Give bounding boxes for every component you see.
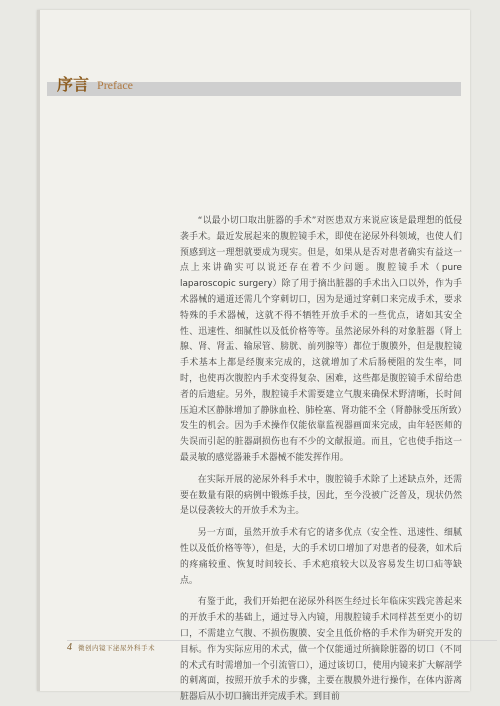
paragraph: 另一方面，虽然开放手术有它的诸多优点（安全性、迅速性、细腻性以及低价格等等），但是，大的手术切口增加了对患者的侵袭，如术后的疼痛较重、恢复时间较长、手术疤痕较大以及容易发生切口疝等缺点。 <box>180 528 462 586</box>
paragraph: 有鉴于此，我们开始把在泌尿外科医生经过长年临床实践完善起来的开放手术的基础上，通过导入内镜，用腹腔镜手术同样甚至更小的切口，不需建立气腹、不损伤腹膜、安全且低价格的手术作为研究开发的目标。作为实际应用的术式，做一个仅能通过所摘除脏器的切口（不同的术式有时需增加一个引流管口），通过该切口，使用内镜来扩大解剖学的刺离面，按照开放手术的步骤，主要在腹膜外进行操作，在体内游离脏器后从小切口摘出并完成手术。到目前 <box>180 597 462 703</box>
running-book-title: 微创内镜下泌尿外科手术 <box>78 643 155 652</box>
chapter-header <box>57 76 133 94</box>
paragraph: “以最小切口取出脏器的手术”对医患双方来说应该是最理想的低侵袭手术。最近发展起来的腹腔镜手术，即使在泌尿外科领域，也使人们预感到这一理想就要成为现实。但是，如果从是否对患者确实有益这一点上来讲确实可以说还存在着不少问题。腹腔镜手术（pure laparoscopic surgery）除了用于摘出脏器的手术出入口以外，作为手术器械的通道还需几个穿刺切口，因为是通过穿刺口来完成手术，要求特殊的手术器械，这就不得不牺牲开放手术的一些优点，诸如其安全性、迅速性、细腻性以及低价格等等。虽然泌尿外科的对象脏器（肾上腺、肾、肾盂、输尿管、膀胱、前列腺等）都位于腹膜外，但是腹腔镜手术基本上都是经腹来完成的，这就增加了术后肠梗阻的发生率，同时，也使再次腹腔内手术变得复杂、困难，这些都是腹腔镜手术留给患者的后遗症。另外，腹腔镜手术需要建立气腹来确保术野清晰，长时间压迫术区静脉增加了静脉血栓、肺栓塞、肾功能不全（肾静脉受压所致）发生的机会。因为手术操作仅能依靠监视器画面来完成，由年轻医师的失误而引起的脏器副损伤也有不少的文献报道。而且，它也使手指这一最灵敏的感觉器兼手术器械不能发挥作用。 <box>180 216 462 463</box>
page-footer <box>67 640 467 654</box>
chapter-title-zh: 序言 <box>57 75 90 94</box>
page-number: 4 <box>67 641 72 653</box>
book-page <box>37 10 470 703</box>
paragraph: 在实际开展的泌尿外科手术中，腹腔镜手术除了上述缺点外，还需要在数量有限的病例中锻炼手技，因此，至今没被广泛普及，现状仍然是以侵袭较大的开放手术为主。 <box>180 474 462 517</box>
footer-rule <box>67 640 497 641</box>
chapter-title-en: Preface <box>97 78 133 92</box>
page-binding-edge <box>37 10 40 691</box>
preface-body <box>180 214 462 703</box>
